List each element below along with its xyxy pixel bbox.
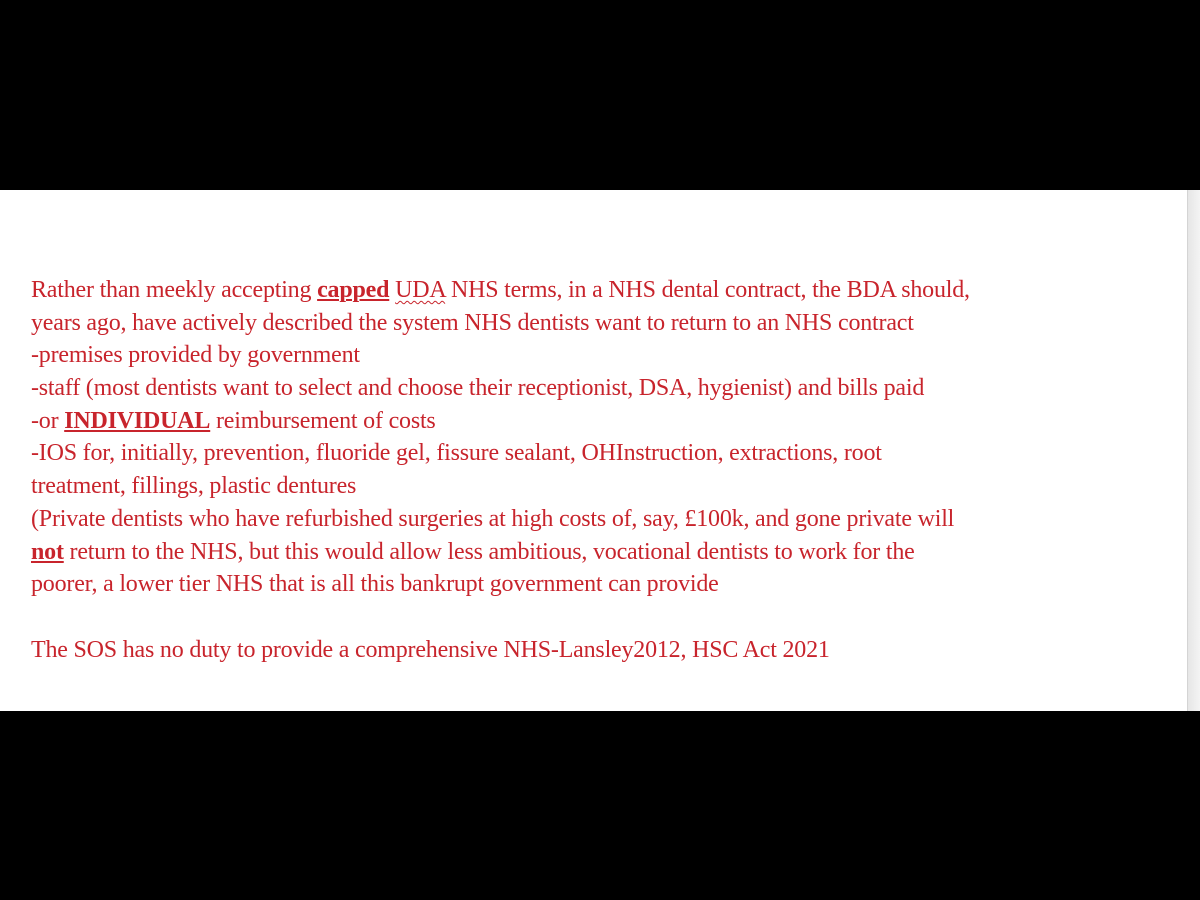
text-run: -or: [31, 407, 65, 434]
paragraph-private-line-3: poorer, a lower tier NHS that is all this bankrupt government can provide: [31, 571, 719, 598]
closing-statement: The SOS has no duty to provide a comprehensive NHS-Lansley2012, HSC Act 2021: [31, 636, 830, 663]
text-run: return to the NHS, but this would allow less ambitious, vocational dentists to work for the: [63, 538, 915, 565]
emphasis-not: not: [31, 538, 64, 565]
paragraph-line-2: years ago, have actively described the system NHS dentists want to return to an NHS contract: [31, 309, 914, 336]
spellcheck-word-uda: UDA: [395, 277, 446, 303]
paragraph-private-line-2: [31, 536, 1181, 569]
list-item-staff: -staff (most dentists want to select and choose their receptionist, DSA, hygienist) and bills paid: [31, 375, 925, 402]
paragraph-private-line-1: (Private dentists who have refurbished surgeries at high costs of, say, £100k, and gone private will: [31, 505, 955, 532]
emphasis-capped: capped: [317, 277, 390, 303]
paragraph-line-1: [31, 274, 1181, 307]
document-text: [31, 274, 1181, 666]
document-page: [0, 190, 1200, 711]
list-item-ios: -IOS for, initially, prevention, fluoride gel, fissure sealant, OHInstruction, extractions, root: [31, 440, 882, 467]
page-edge-scrollbar: [1187, 190, 1200, 711]
text-run: Rather than meekly accepting: [31, 277, 318, 303]
blank-line: [31, 601, 1181, 634]
list-item-individual: [31, 405, 1181, 438]
emphasis-individual: INDIVIDUAL: [64, 407, 211, 434]
text-run: reimbursement of costs: [210, 407, 436, 434]
list-item-premises: -premises provided by government: [31, 342, 360, 369]
list-item-ios-continued: treatment, fillings, plastic dentures: [31, 473, 357, 500]
text-run: NHS terms, in a NHS dental contract, the BDA should,: [445, 277, 970, 303]
